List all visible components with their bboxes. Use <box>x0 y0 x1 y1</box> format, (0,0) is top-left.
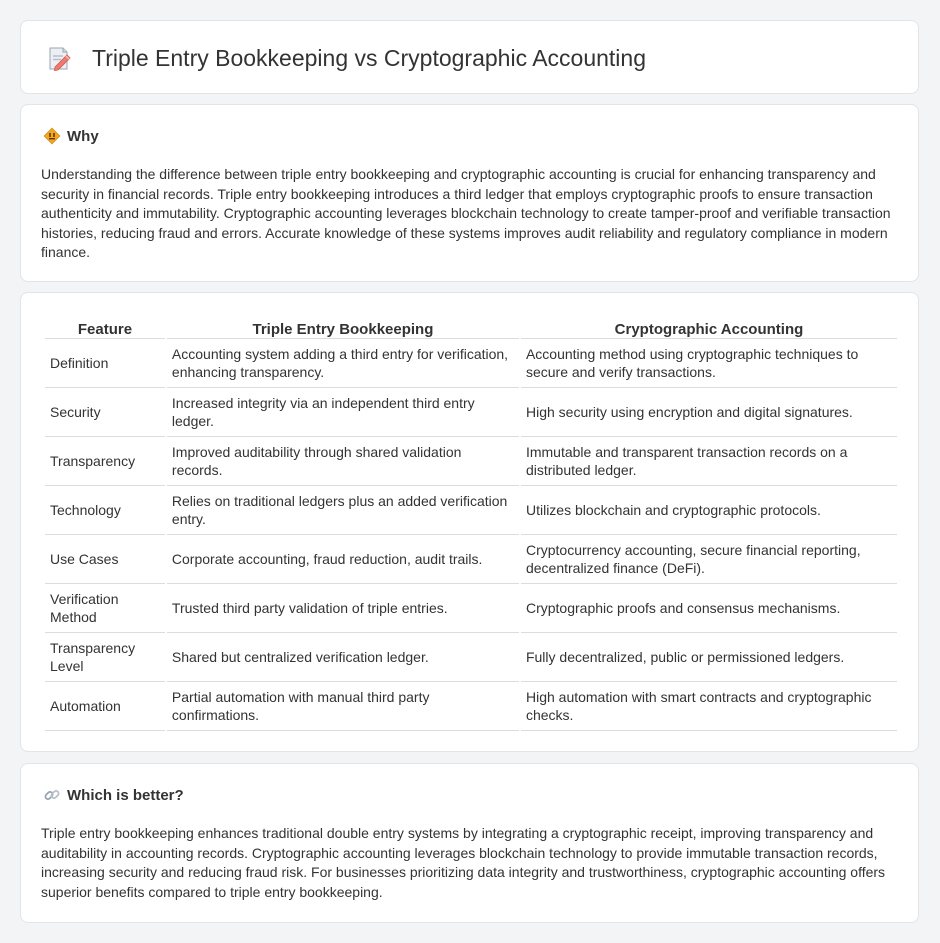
document-edit-icon <box>46 46 72 72</box>
cryptographic-cell: High security using encryption and digital signatures. <box>521 388 897 437</box>
triple-entry-cell: Corporate accounting, fraud reduction, audit trails. <box>167 535 519 584</box>
cryptographic-cell: High automation with smart contracts and cryptographic checks. <box>521 682 897 731</box>
table-row <box>45 584 897 633</box>
feature-cell: Automation <box>45 682 165 731</box>
feature-cell: Definition <box>45 339 165 388</box>
cryptographic-cell: Immutable and transparent transaction records on a distributed ledger. <box>521 437 897 486</box>
triple-entry-cell: Relies on traditional ledgers plus an added verification entry. <box>167 486 519 535</box>
cryptographic-cell: Fully decentralized, public or permissioned ledgers. <box>521 633 897 682</box>
triple-entry-cell: Accounting system adding a third entry for verification, enhancing transparency. <box>167 339 519 388</box>
cryptographic-cell: Accounting method using cryptographic techniques to secure and verify transactions. <box>521 339 897 388</box>
diamond-warning-icon <box>43 127 61 145</box>
table-row <box>45 388 897 437</box>
header-triple-entry: Triple Entry Bookkeeping <box>167 315 519 339</box>
why-body: Understanding the difference between triple entry bookkeeping and cryptographic accounting is crucial for enhancing transparency and security in financial records. Triple entry bookkeeping introduces a third ledger that employs cryptographic proofs to ensure transaction authenticity and immutability. Cryptographic accounting leverages blockchain technology to create tamper-proof and verifiable transaction histories, reducing fraud and errors. Accurate knowledge of these systems improves audit reliability and regulatory compliance in modern finance. <box>41 166 891 261</box>
feature-cell: Technology <box>45 486 165 535</box>
feature-cell: Security <box>45 388 165 437</box>
why-heading <box>43 127 99 145</box>
triple-entry-cell: Partial automation with manual third party confirmations. <box>167 682 519 731</box>
feature-cell: Transparency <box>45 437 165 486</box>
table-row <box>45 486 897 535</box>
title-row <box>46 45 646 72</box>
cryptographic-cell: Utilizes blockchain and cryptographic protocols. <box>521 486 897 535</box>
link-icon <box>43 786 61 804</box>
why-title: Why <box>67 127 99 145</box>
header-cryptographic: Cryptographic Accounting <box>521 315 897 339</box>
better-title: Which is better? <box>67 786 184 804</box>
which-better-section <box>20 763 919 923</box>
table-row <box>45 535 897 584</box>
table-row <box>45 437 897 486</box>
triple-entry-cell: Trusted third party validation of triple entries. <box>167 584 519 633</box>
title-card <box>20 20 919 94</box>
cryptographic-cell: Cryptographic proofs and consensus mechanisms. <box>521 584 897 633</box>
feature-cell: Use Cases <box>45 535 165 584</box>
comparison-table <box>43 315 899 731</box>
feature-cell: Transparency Level <box>45 633 165 682</box>
page-title: Triple Entry Bookkeeping vs Cryptographic Accounting <box>92 45 646 71</box>
table-header-row <box>45 315 897 339</box>
cryptographic-cell: Cryptocurrency accounting, secure financial reporting, decentralized finance (DeFi). <box>521 535 897 584</box>
why-section <box>20 104 919 282</box>
feature-cell: Verification Method <box>45 584 165 633</box>
triple-entry-cell: Improved auditability through shared validation records. <box>167 437 519 486</box>
comparison-section <box>20 292 919 752</box>
triple-entry-cell: Increased integrity via an independent third entry ledger. <box>167 388 519 437</box>
better-heading <box>43 786 184 804</box>
triple-entry-cell: Shared but centralized verification ledger. <box>167 633 519 682</box>
better-body: Triple entry bookkeeping enhances traditional double entry systems by integrating a cryptographic receipt, improving transparency and auditability in accounting records. Cryptographic accounting leverages blockchain technology to provide immutable transaction records, increasing security and reducing fraud risk. For businesses prioritizing data integrity and trustworthiness, cryptographic accounting offers superior benefits compared to triple entry bookkeeping. <box>41 825 886 900</box>
table-row <box>45 339 897 388</box>
table-row <box>45 682 897 731</box>
table-row <box>45 633 897 682</box>
header-feature: Feature <box>45 315 165 339</box>
